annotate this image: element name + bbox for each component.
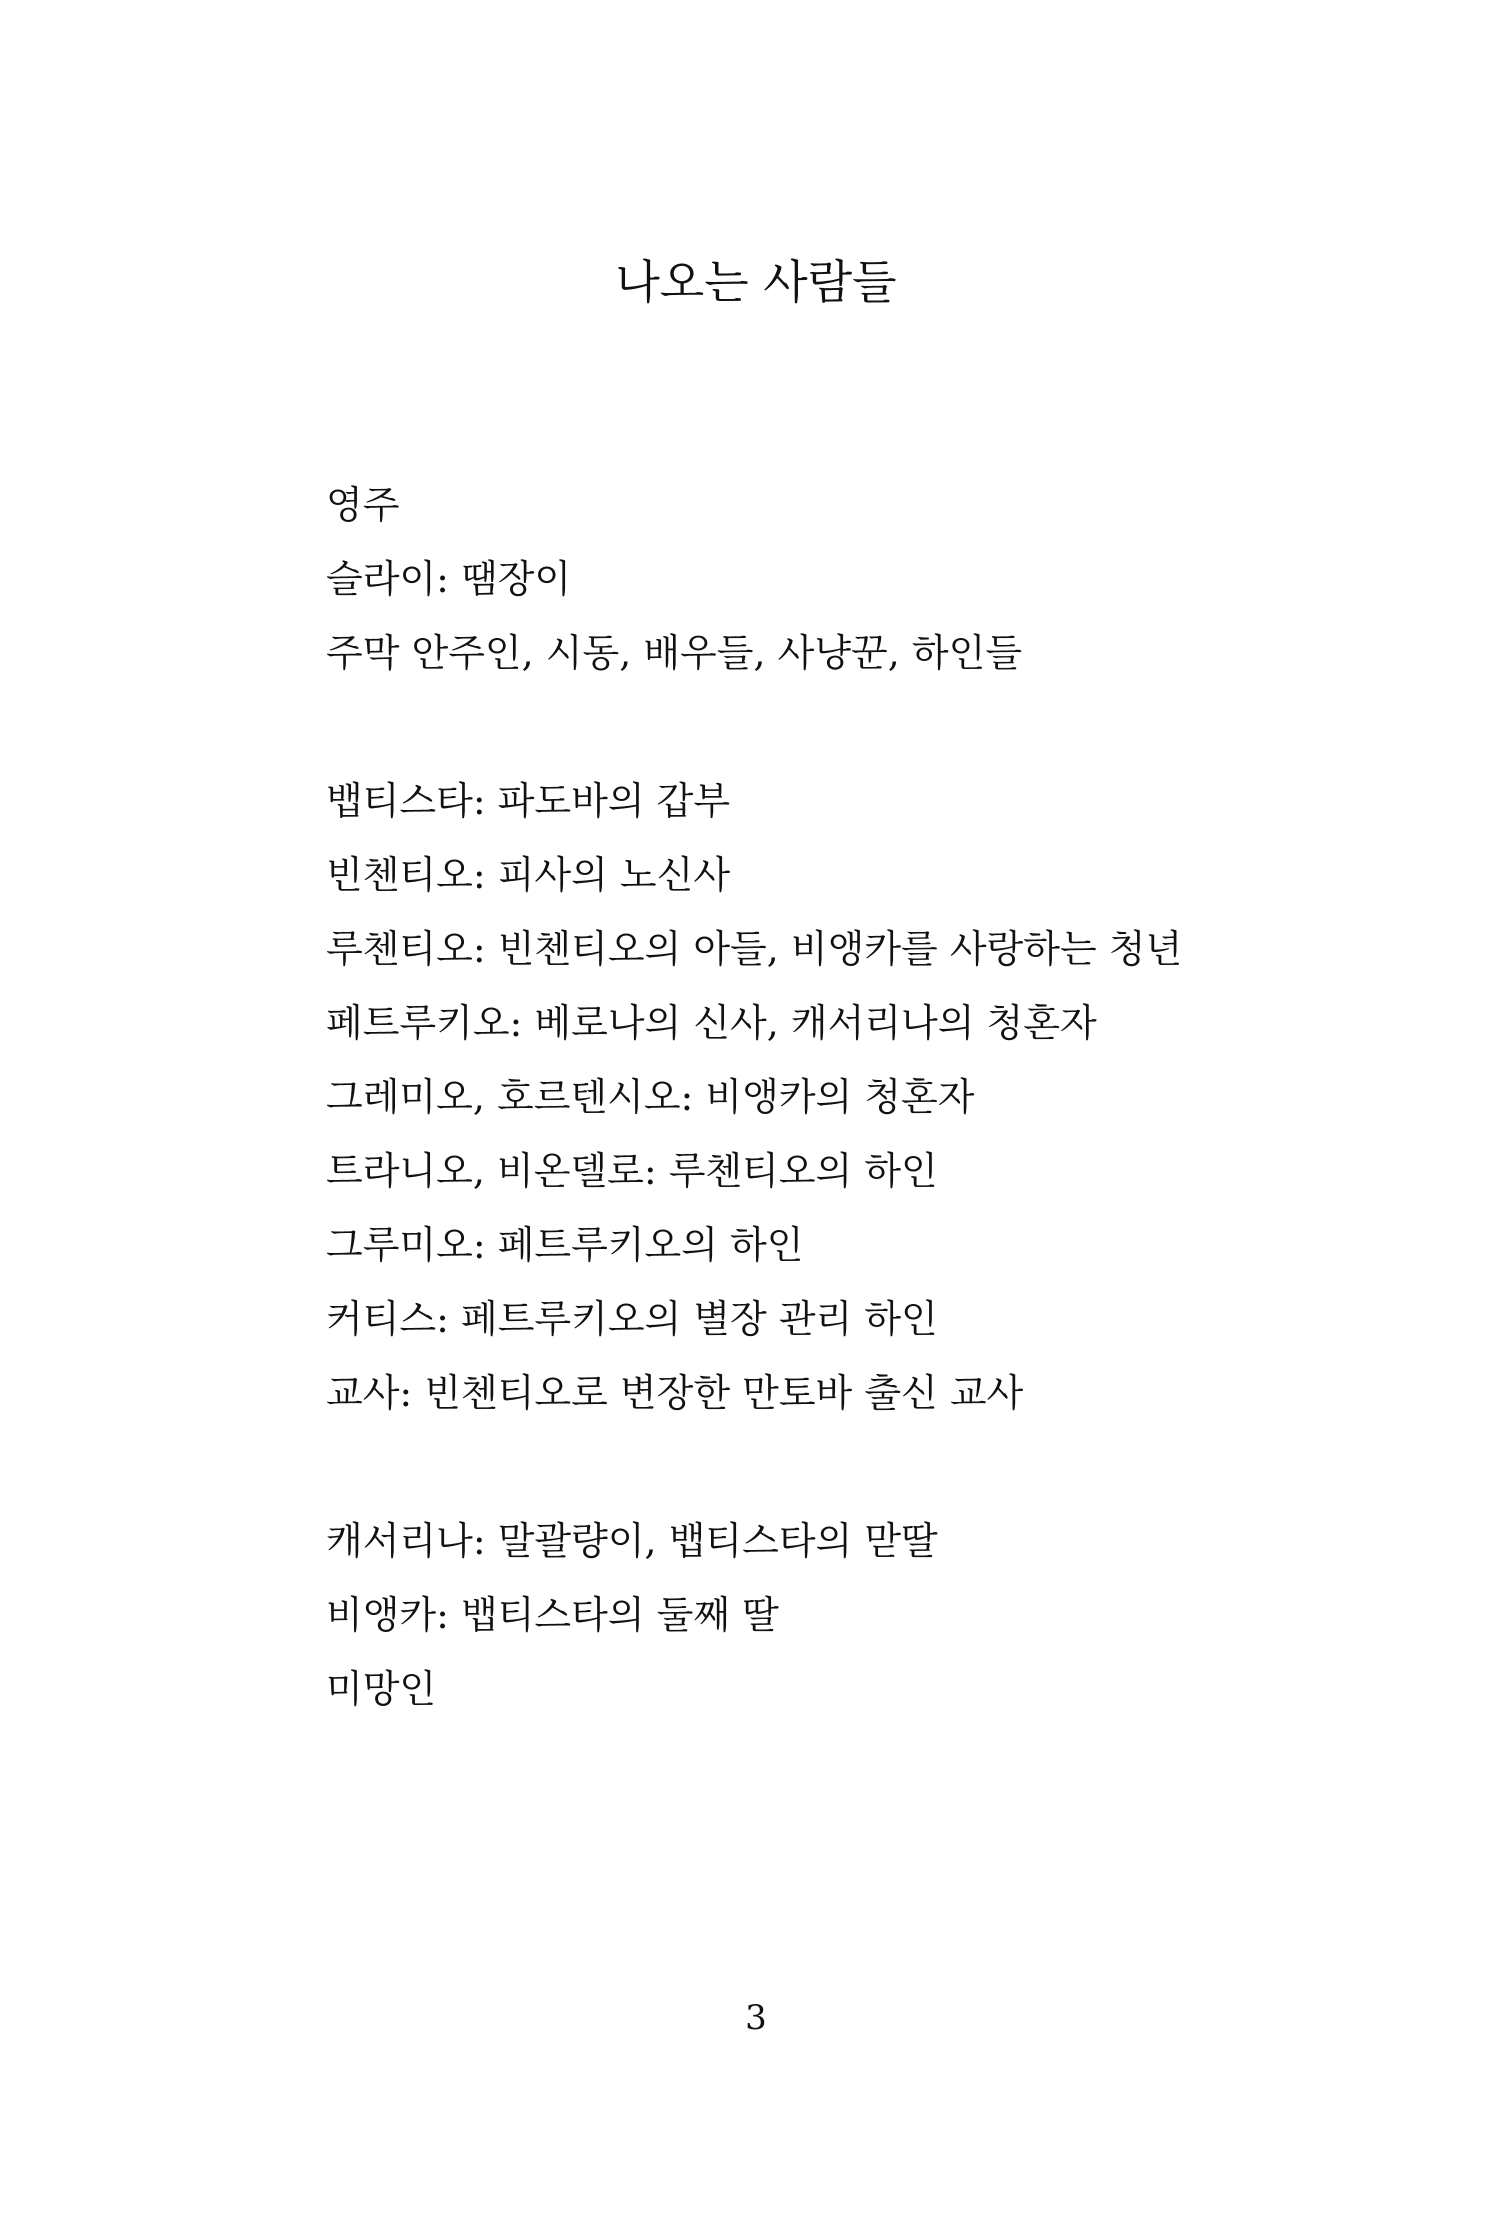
cast-line: 미망인 bbox=[326, 1667, 437, 1711]
cast-group-men bbox=[326, 764, 1426, 1430]
page-title: 나오는 사람들 bbox=[615, 255, 897, 309]
cast-line: 비앵카: 뱁티스타의 둘째 딸 bbox=[326, 1593, 779, 1637]
cast-line: 루첸티오: 빈첸티오의 아들, 비앵카를 사랑하는 청년 bbox=[326, 927, 1183, 971]
cast-list bbox=[326, 468, 1426, 1800]
page-number: 3 bbox=[745, 1998, 767, 2038]
cast-group-induction bbox=[326, 468, 1426, 690]
cast-line: 교사: 빈첸티오로 변장한 만토바 출신 교사 bbox=[326, 1371, 1024, 1415]
cast-line: 그루미오: 페트루키오의 하인 bbox=[326, 1223, 804, 1267]
cast-line: 커티스: 페트루키오의 별장 관리 하인 bbox=[326, 1297, 938, 1341]
cast-line: 주막 안주인, 시동, 배우들, 사냥꾼, 하인들 bbox=[326, 631, 1023, 675]
cast-line: 영주 bbox=[326, 483, 400, 527]
cast-line: 페트루키오: 베로나의 신사, 캐서리나의 청혼자 bbox=[326, 1001, 1097, 1045]
cast-line: 빈첸티오: 피사의 노신사 bbox=[326, 853, 731, 897]
cast-line: 슬라이: 땜장이 bbox=[326, 557, 572, 601]
cast-line: 그레미오, 호르텐시오: 비앵카의 청혼자 bbox=[326, 1075, 975, 1119]
cast-line: 트라니오, 비온델로: 루첸티오의 하인 bbox=[326, 1149, 938, 1193]
cast-line: 뱁티스타: 파도바의 갑부 bbox=[326, 779, 731, 823]
cast-line: 캐서리나: 말괄량이, 뱁티스타의 맏딸 bbox=[326, 1519, 938, 1563]
cast-group-women bbox=[326, 1504, 1426, 1726]
